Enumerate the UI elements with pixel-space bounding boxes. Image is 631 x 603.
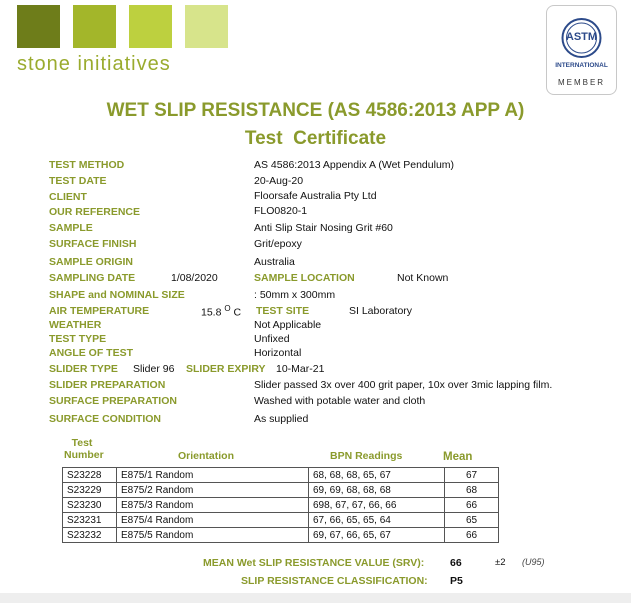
surface-preparation-label: SURFACE PREPARATION	[49, 395, 177, 407]
table-row	[63, 483, 499, 498]
orientation-cell: E875/5 Random	[117, 528, 309, 543]
logo-square-2	[73, 5, 116, 48]
logo-text: stone initiatives	[17, 53, 171, 75]
logo-square-3	[129, 5, 172, 48]
surface-finish-value: Grit/epoxy	[254, 238, 302, 250]
col-test-header-line1: Test	[71, 437, 93, 449]
classification-label: SLIP RESISTANCE CLASSIFICATION:	[241, 575, 428, 587]
angle-of-test-label: ANGLE OF TEST	[49, 347, 133, 359]
degree-symbol: O	[224, 304, 231, 313]
sampling-date-value: 1/08/2020	[171, 272, 218, 284]
table-row	[63, 498, 499, 513]
test-date-value: 20-Aug-20	[254, 175, 304, 187]
test-method-value: AS 4586:2013 Appendix A (Wet Pendulum)	[254, 159, 455, 171]
sample-location-value: Not Known	[397, 272, 449, 284]
test-site-label: TEST SITE	[256, 305, 310, 317]
surface-condition-label: SURFACE CONDITION	[49, 413, 162, 425]
our-reference-value: FLO0820-1	[254, 205, 308, 217]
shape-size-value: : 50mm x 300mm	[254, 289, 336, 301]
sample-location-label: SAMPLE LOCATION	[254, 272, 355, 284]
col-test-header-line2: Number	[64, 449, 104, 461]
weather-label: WEATHER	[49, 319, 102, 331]
srv-tolerance: ±2	[495, 557, 506, 568]
results-table	[62, 467, 499, 543]
test-date-label: TEST DATE	[49, 175, 107, 187]
mean-srv-label: MEAN Wet SLIP RESISTANCE VALUE (SRV):	[203, 557, 425, 569]
slider-preparation-value: Slider passed 3x over 400 grit paper, 10x over 3mic lapping film.	[254, 379, 553, 391]
slider-type-label: SLIDER TYPE	[49, 363, 118, 375]
orientation-cell: E875/4 Random	[117, 513, 309, 528]
test-number-cell: S23231	[63, 513, 117, 528]
test-type-label: TEST TYPE	[49, 333, 107, 345]
sample-origin-value: Australia	[254, 256, 295, 268]
col-bpn-header: BPN Readings	[330, 450, 403, 462]
client-label: CLIENT	[49, 191, 87, 203]
astm-member-text: MEMBER	[557, 78, 606, 87]
document-title: WET SLIP RESISTANCE (AS 4586:2013 APP A)	[106, 100, 525, 121]
bottom-bar	[0, 593, 631, 603]
bpn-readings-cell: 67, 66, 65, 65, 64	[309, 513, 445, 528]
test-number-cell: S23230	[63, 498, 117, 513]
sample-value: Anti Slip Stair Nosing Grit #60	[254, 222, 393, 234]
sample-origin-label: SAMPLE ORIGIN	[49, 256, 134, 268]
astm-international-text: INTERNATIONAL	[555, 62, 608, 69]
sampling-date-label: SAMPLING DATE	[49, 272, 136, 284]
mean-cell: 67	[445, 468, 499, 483]
col-orientation-header: Orientation	[178, 450, 235, 462]
slider-expiry-label: SLIDER EXPIRY	[186, 363, 266, 375]
air-temperature-label: AIR TEMPERATURE	[49, 305, 150, 317]
table-row	[63, 513, 499, 528]
mean-srv-value: 66	[450, 557, 462, 569]
bpn-readings-cell: 69, 67, 66, 65, 67	[309, 528, 445, 543]
air-temperature-value: 15.8	[201, 306, 222, 319]
surface-preparation-value: Washed with potable water and cloth	[254, 395, 426, 407]
srv-uncertainty: (U95)	[522, 557, 545, 567]
slider-expiry-value: 10-Mar-21	[276, 363, 325, 375]
astm-seal-text: ASTM	[565, 31, 598, 43]
angle-of-test-value: Horizontal	[254, 347, 302, 359]
sample-label: SAMPLE	[49, 222, 93, 234]
bpn-readings-cell: 69, 69, 68, 68, 68	[309, 483, 445, 498]
mean-cell: 66	[445, 528, 499, 543]
test-number-cell: S23232	[63, 528, 117, 543]
surface-finish-label: SURFACE FINISH	[49, 238, 137, 250]
mean-cell: 65	[445, 513, 499, 528]
classification-value: P5	[450, 575, 463, 587]
logo-square-4	[185, 5, 228, 48]
test-type-value: Unfixed	[254, 333, 290, 345]
slider-type-value: Slider 96	[133, 363, 175, 375]
bpn-readings-cell: 68, 68, 68, 65, 67	[309, 468, 445, 483]
mean-cell: 68	[445, 483, 499, 498]
slider-preparation-label: SLIDER PREPARATION	[49, 379, 166, 391]
table-row	[63, 528, 499, 543]
astm-member-badge	[546, 5, 617, 95]
col-test-number-header	[64, 437, 104, 461]
shape-size-label: SHAPE and NOMINAL SIZE	[49, 289, 185, 301]
logo-square-1	[17, 5, 60, 48]
document-subtitle: Test Certificate	[244, 128, 387, 149]
test-site-value: SI Laboratory	[349, 305, 413, 317]
temperature-unit: C	[233, 306, 242, 319]
orientation-cell: E875/1 Random	[117, 468, 309, 483]
table-row	[63, 468, 499, 483]
surface-condition-value: As supplied	[254, 413, 309, 425]
mean-cell: 66	[445, 498, 499, 513]
bpn-readings-cell: 698, 67, 67, 66, 66	[309, 498, 445, 513]
orientation-cell: E875/2 Random	[117, 483, 309, 498]
col-mean-header: Mean	[443, 451, 473, 463]
our-reference-label: OUR REFERENCE	[49, 206, 141, 218]
test-number-cell: S23228	[63, 468, 117, 483]
test-number-cell: S23229	[63, 483, 117, 498]
orientation-cell: E875/3 Random	[117, 498, 309, 513]
client-value: Floorsafe Australia Pty Ltd	[254, 190, 377, 202]
weather-value: Not Applicable	[254, 319, 322, 331]
air-temperature-reading	[201, 304, 241, 319]
test-method-label: TEST METHOD	[49, 159, 125, 171]
